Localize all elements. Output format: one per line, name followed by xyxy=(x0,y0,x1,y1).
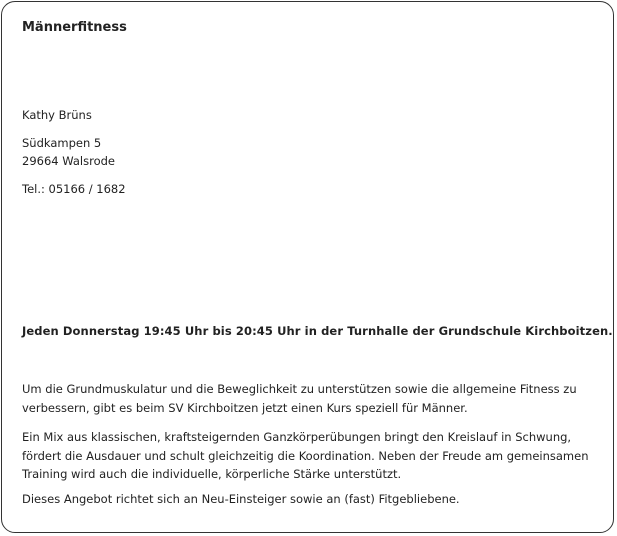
contact-city: 29664 Walsrode xyxy=(22,154,115,168)
page-title: Männerfitness xyxy=(22,20,127,35)
contact-street: Südkampen 5 xyxy=(22,136,102,150)
description-paragraph-2: Ein Mix aus klassischen, kraftsteigernden Ganzkörperübungen bringt den Kreislauf in Schwung, fördert die Ausdauer und schult gleichzeitig die Koordination. Neben der Freude am gemeinsamen Training wird auch die individuelle, körperliche Stärke unterstützt. xyxy=(22,430,589,481)
description-paragraph-3: Dieses Angebot richtet sich an Neu-Einsteiger sowie an (fast) Fitgebliebene. xyxy=(22,492,460,506)
description-paragraph-1: Um die Grundmuskulatur und die Beweglichkeit zu unterstützen sowie die allgemeine Fitness zu verbessern, gibt es beim SV Kirchboitzen jetzt einen Kurs speziell für Männer. xyxy=(22,382,577,415)
schedule-text: Jeden Donnerstag 19:45 Uhr bis 20:45 Uhr in der Turnhalle der Grundschule Kirchboitzen. xyxy=(22,324,613,338)
info-card xyxy=(1,1,614,533)
contact-phone: Tel.: 05166 / 1682 xyxy=(22,182,126,196)
contact-name: Kathy Brüns xyxy=(22,108,92,122)
